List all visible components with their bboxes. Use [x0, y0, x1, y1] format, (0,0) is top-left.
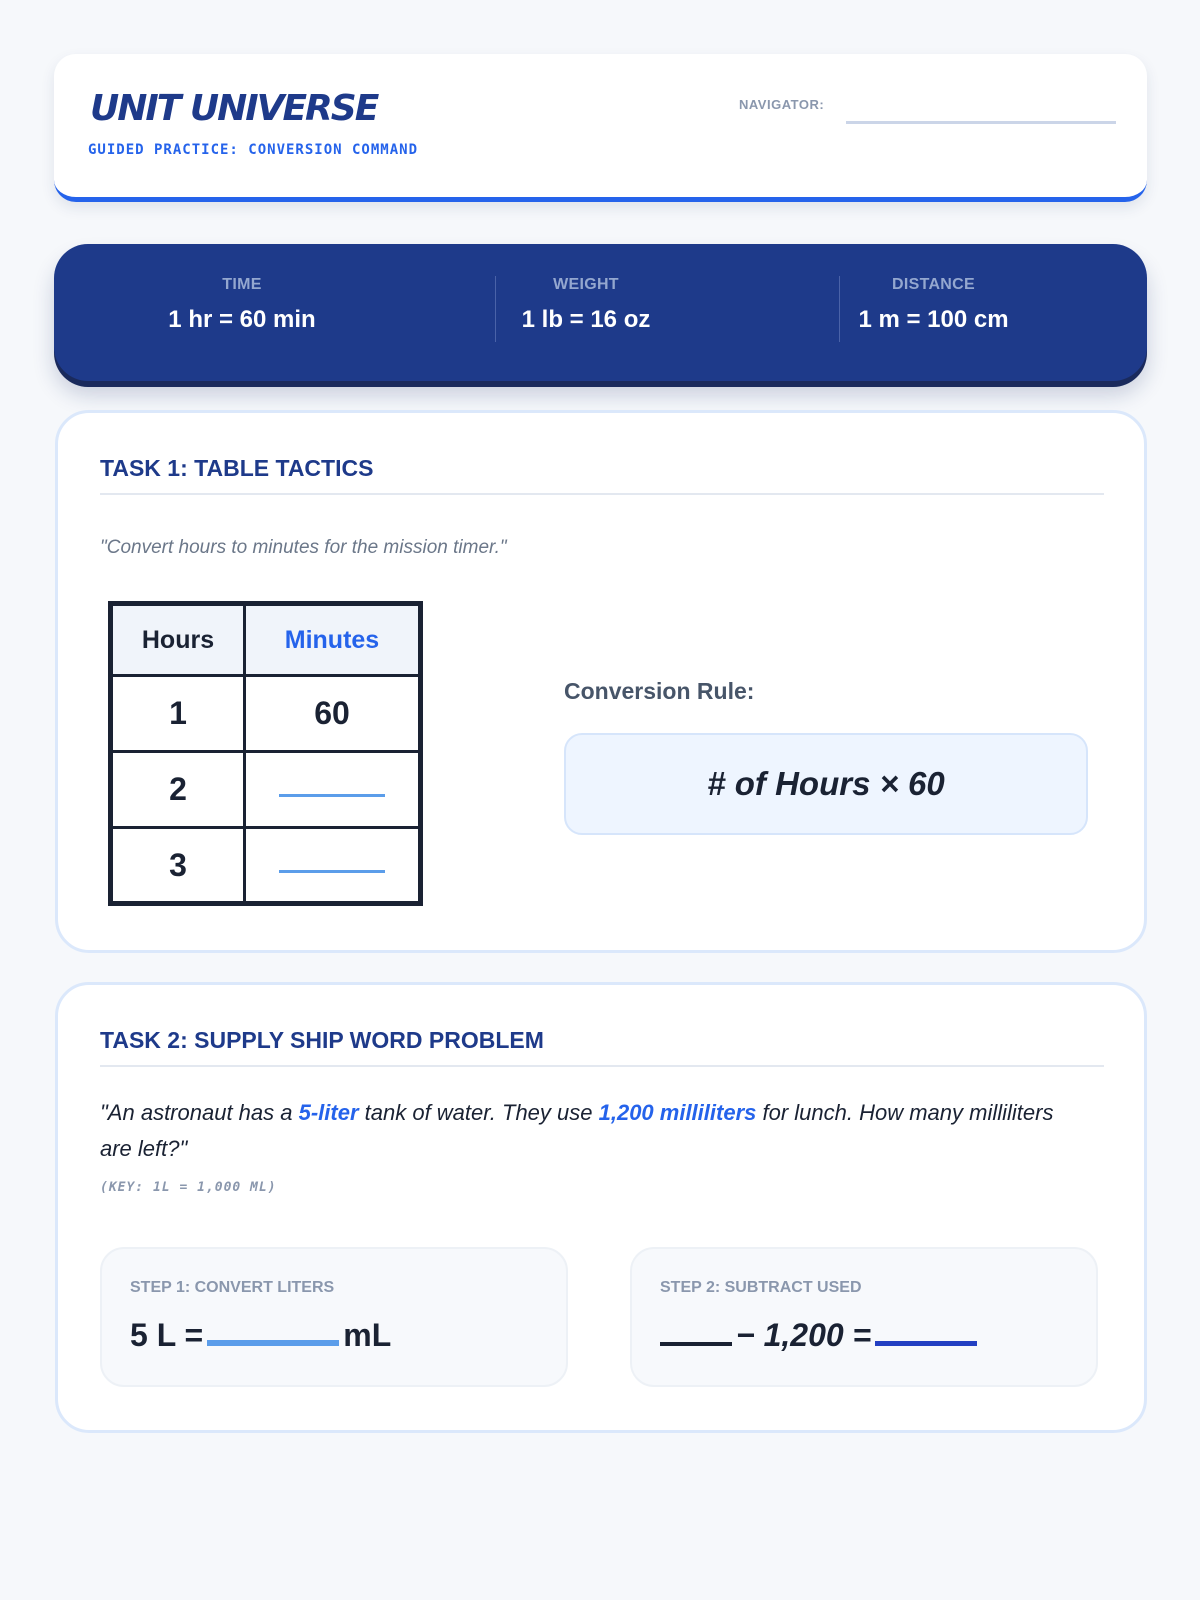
table-row	[111, 828, 421, 904]
table-row	[111, 676, 421, 752]
hours-minutes-table	[108, 601, 423, 906]
minutes-header: Minutes	[245, 604, 421, 676]
unit-reference-banner	[54, 244, 1147, 381]
title-divider	[100, 1065, 1104, 1067]
word-problem	[100, 1095, 1060, 1167]
conversion-rule-label: Conversion Rule:	[564, 678, 755, 704]
problem-text: tank of water. They use	[358, 1100, 599, 1125]
step2-middle: − 1,200 =	[736, 1317, 872, 1353]
task2-card	[55, 982, 1147, 1433]
unit-name: TIME	[222, 276, 262, 293]
worksheet-header	[54, 54, 1147, 202]
hours-header: Hours	[111, 604, 245, 676]
answer-line	[279, 794, 385, 797]
step1-box	[100, 1247, 568, 1387]
worksheet-title: UNIT UNIVERSE	[90, 88, 378, 129]
step2-label: STEP 2: SUBTRACT USED	[660, 1279, 862, 1296]
minutes-answer-blank[interactable]	[245, 828, 421, 904]
conversion-rule-text: # of Hours × 60	[707, 765, 945, 802]
step2-answer-blank[interactable]	[875, 1341, 977, 1346]
answer-line	[279, 870, 385, 873]
navigator-name-input[interactable]	[846, 94, 1116, 124]
unit-name: DISTANCE	[892, 276, 975, 293]
unit-weight	[486, 276, 686, 334]
step1-unit: mL	[343, 1317, 392, 1353]
minutes-cell: 60	[245, 676, 421, 752]
task1-title: TASK 1: TABLE TACTICS	[100, 455, 374, 481]
step1-label: STEP 1: CONVERT LITERS	[130, 1279, 335, 1296]
unit-equation: 1 m = 100 cm	[858, 306, 1009, 333]
hours-cell: 1	[111, 676, 245, 752]
conversion-key: (KEY: 1L = 1,000 ML)	[100, 1180, 277, 1195]
minutes-answer-blank[interactable]	[245, 752, 421, 828]
step1-left: 5 L =	[130, 1317, 204, 1353]
unit-equation: 1 hr = 60 min	[168, 306, 316, 333]
task1-card	[55, 410, 1147, 953]
hours-cell: 2	[111, 752, 245, 828]
step1-answer-blank[interactable]	[207, 1340, 339, 1346]
hours-cell: 3	[111, 828, 245, 904]
unit-name: WEIGHT	[553, 276, 619, 293]
title-divider	[100, 493, 1104, 495]
task1-instruction: "Convert hours to minutes for the mission timer."	[100, 537, 507, 558]
conversion-rule-box	[564, 733, 1088, 835]
table-row	[111, 752, 421, 828]
unit-time	[142, 276, 342, 334]
problem-text: "An astronaut has a	[100, 1100, 299, 1125]
problem-highlight: 5-liter	[298, 1100, 359, 1125]
navigator-label: NAVIGATOR:	[739, 97, 825, 112]
unit-distance	[826, 276, 1041, 334]
step2-start-blank[interactable]	[660, 1342, 732, 1346]
unit-equation: 1 lb = 16 oz	[521, 306, 651, 333]
step2-box	[630, 1247, 1098, 1387]
table-header-row	[111, 604, 421, 676]
step1-expression	[130, 1317, 391, 1354]
step2-expression	[660, 1317, 981, 1354]
worksheet-subtitle: GUIDED PRACTICE: CONVERSION COMMAND	[88, 142, 419, 158]
problem-text: for lunch. How many milliliters are left?"	[100, 1100, 1054, 1161]
problem-highlight: 1,200 milliliters	[598, 1100, 757, 1125]
task2-title: TASK 2: SUPPLY SHIP WORD PROBLEM	[100, 1027, 544, 1053]
